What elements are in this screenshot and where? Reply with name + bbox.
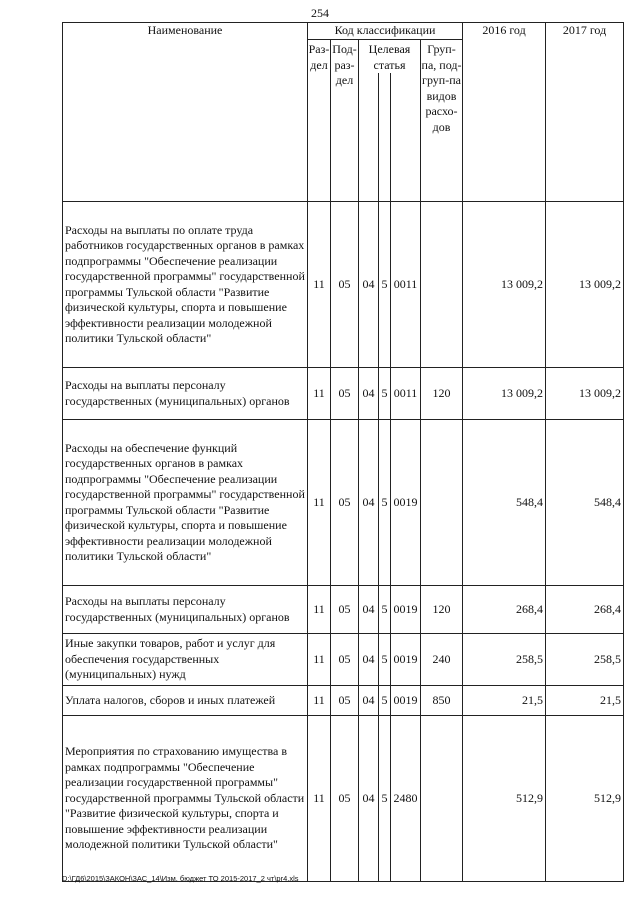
header-podrazdel: Под-раз-дел bbox=[331, 40, 359, 202]
table-row bbox=[63, 420, 624, 586]
table-row bbox=[63, 586, 624, 634]
row-vid bbox=[421, 420, 463, 586]
row-podrazdel: 05 bbox=[331, 716, 359, 882]
table-row bbox=[63, 368, 624, 420]
row-ts1: 04 bbox=[359, 586, 379, 634]
row-2016: 13 009,2 bbox=[463, 202, 546, 368]
header-gruppa: Груп-па, под-груп-па видов расхо-дов bbox=[421, 40, 463, 202]
row-name: Мероприятия по страхованию имущества в рамках подпрограммы "Обеспечение реализации государственной программы" государственной программы Тульской области "Развитие физической культуры, спорта и повышение эффективности реализации молодежной политики Тульской области" bbox=[63, 716, 308, 882]
row-ts1: 04 bbox=[359, 716, 379, 882]
table-row bbox=[63, 686, 624, 716]
row-podrazdel: 05 bbox=[331, 586, 359, 634]
row-vid: 850 bbox=[421, 686, 463, 716]
file-path-footer: D:\ГД6\2015\ЗАКОН\ЗАС_14\Изм. бюджет ТО 2015-2017_2 чт\pr4.xls bbox=[62, 874, 299, 883]
header-kod: Код классификации bbox=[308, 23, 463, 40]
row-ts1: 04 bbox=[359, 202, 379, 368]
row-ts2: 5 bbox=[379, 634, 391, 686]
row-name: Расходы на выплаты персоналу государственных (муниципальных) органов bbox=[63, 586, 308, 634]
row-vid: 120 bbox=[421, 368, 463, 420]
row-razdel: 11 bbox=[308, 368, 331, 420]
row-ts2: 5 bbox=[379, 686, 391, 716]
row-vid: 240 bbox=[421, 634, 463, 686]
row-2017: 21,5 bbox=[546, 686, 624, 716]
header-ts-seg3 bbox=[391, 73, 421, 202]
row-razdel: 11 bbox=[308, 716, 331, 882]
header-razdel: Раз-дел bbox=[308, 40, 331, 202]
table-row bbox=[63, 716, 624, 882]
row-ts3: 2480 bbox=[391, 716, 421, 882]
row-podrazdel: 05 bbox=[331, 420, 359, 586]
row-podrazdel: 05 bbox=[331, 686, 359, 716]
row-ts3: 0019 bbox=[391, 634, 421, 686]
header-row-1 bbox=[63, 23, 624, 40]
row-vid bbox=[421, 202, 463, 368]
header-name: Наименование bbox=[63, 23, 308, 202]
row-2017: 13 009,2 bbox=[546, 202, 624, 368]
row-vid: 120 bbox=[421, 586, 463, 634]
row-razdel: 11 bbox=[308, 202, 331, 368]
row-2017: 13 009,2 bbox=[546, 368, 624, 420]
row-2016: 13 009,2 bbox=[463, 368, 546, 420]
header-year-2017: 2017 год bbox=[546, 23, 624, 202]
row-ts3: 0019 bbox=[391, 686, 421, 716]
row-vid bbox=[421, 716, 463, 882]
table-row bbox=[63, 202, 624, 368]
row-2016: 548,4 bbox=[463, 420, 546, 586]
row-2016: 268,4 bbox=[463, 586, 546, 634]
row-name: Расходы на выплаты по оплате труда работников государственных органов в рамках подпрограммы "Обеспечение реализации государственной программы" государственной программы Тульской области "Развитие физической культуры, спорта и повышение эффективности реализации молодежной политики Тульской области" bbox=[63, 202, 308, 368]
row-razdel: 11 bbox=[308, 686, 331, 716]
row-ts2: 5 bbox=[379, 368, 391, 420]
budget-table bbox=[62, 22, 624, 882]
row-ts1: 04 bbox=[359, 634, 379, 686]
row-podrazdel: 05 bbox=[331, 634, 359, 686]
row-2016: 512,9 bbox=[463, 716, 546, 882]
row-2017: 268,4 bbox=[546, 586, 624, 634]
row-ts2: 5 bbox=[379, 716, 391, 882]
row-ts3: 0019 bbox=[391, 420, 421, 586]
row-name: Уплата налогов, сборов и иных платежей bbox=[63, 686, 308, 716]
row-ts2: 5 bbox=[379, 202, 391, 368]
row-podrazdel: 05 bbox=[331, 368, 359, 420]
row-name: Иные закупки товаров, работ и услуг для обеспечения государственных (муниципальных) нужд bbox=[63, 634, 308, 686]
row-name: Расходы на выплаты персоналу государственных (муниципальных) органов bbox=[63, 368, 308, 420]
row-ts3: 0019 bbox=[391, 586, 421, 634]
table-row bbox=[63, 634, 624, 686]
row-ts2: 5 bbox=[379, 586, 391, 634]
header-year-2016: 2016 год bbox=[463, 23, 546, 202]
row-ts1: 04 bbox=[359, 686, 379, 716]
row-razdel: 11 bbox=[308, 420, 331, 586]
row-ts1: 04 bbox=[359, 420, 379, 586]
row-name: Расходы на обеспечение функций государственных органов в рамках подпрограммы "Обеспечение реализации государственной программы" государственной программы Тульской области "Развитие физической культуры, спорта и повышение эффективности реализации молодежной политики Тульской области" bbox=[63, 420, 308, 586]
row-2017: 548,4 bbox=[546, 420, 624, 586]
row-2016: 258,5 bbox=[463, 634, 546, 686]
row-ts3: 0011 bbox=[391, 368, 421, 420]
page-number: 254 bbox=[311, 6, 329, 20]
header-ts-seg2 bbox=[379, 73, 391, 202]
row-razdel: 11 bbox=[308, 634, 331, 686]
row-2017: 258,5 bbox=[546, 634, 624, 686]
header-tselevaya: Целевая статья bbox=[359, 40, 421, 74]
row-ts1: 04 bbox=[359, 368, 379, 420]
row-podrazdel: 05 bbox=[331, 202, 359, 368]
row-ts2: 5 bbox=[379, 420, 391, 586]
row-razdel: 11 bbox=[308, 586, 331, 634]
row-2016: 21,5 bbox=[463, 686, 546, 716]
header-ts-seg1 bbox=[359, 73, 379, 202]
row-2017: 512,9 bbox=[546, 716, 624, 882]
row-ts3: 0011 bbox=[391, 202, 421, 368]
